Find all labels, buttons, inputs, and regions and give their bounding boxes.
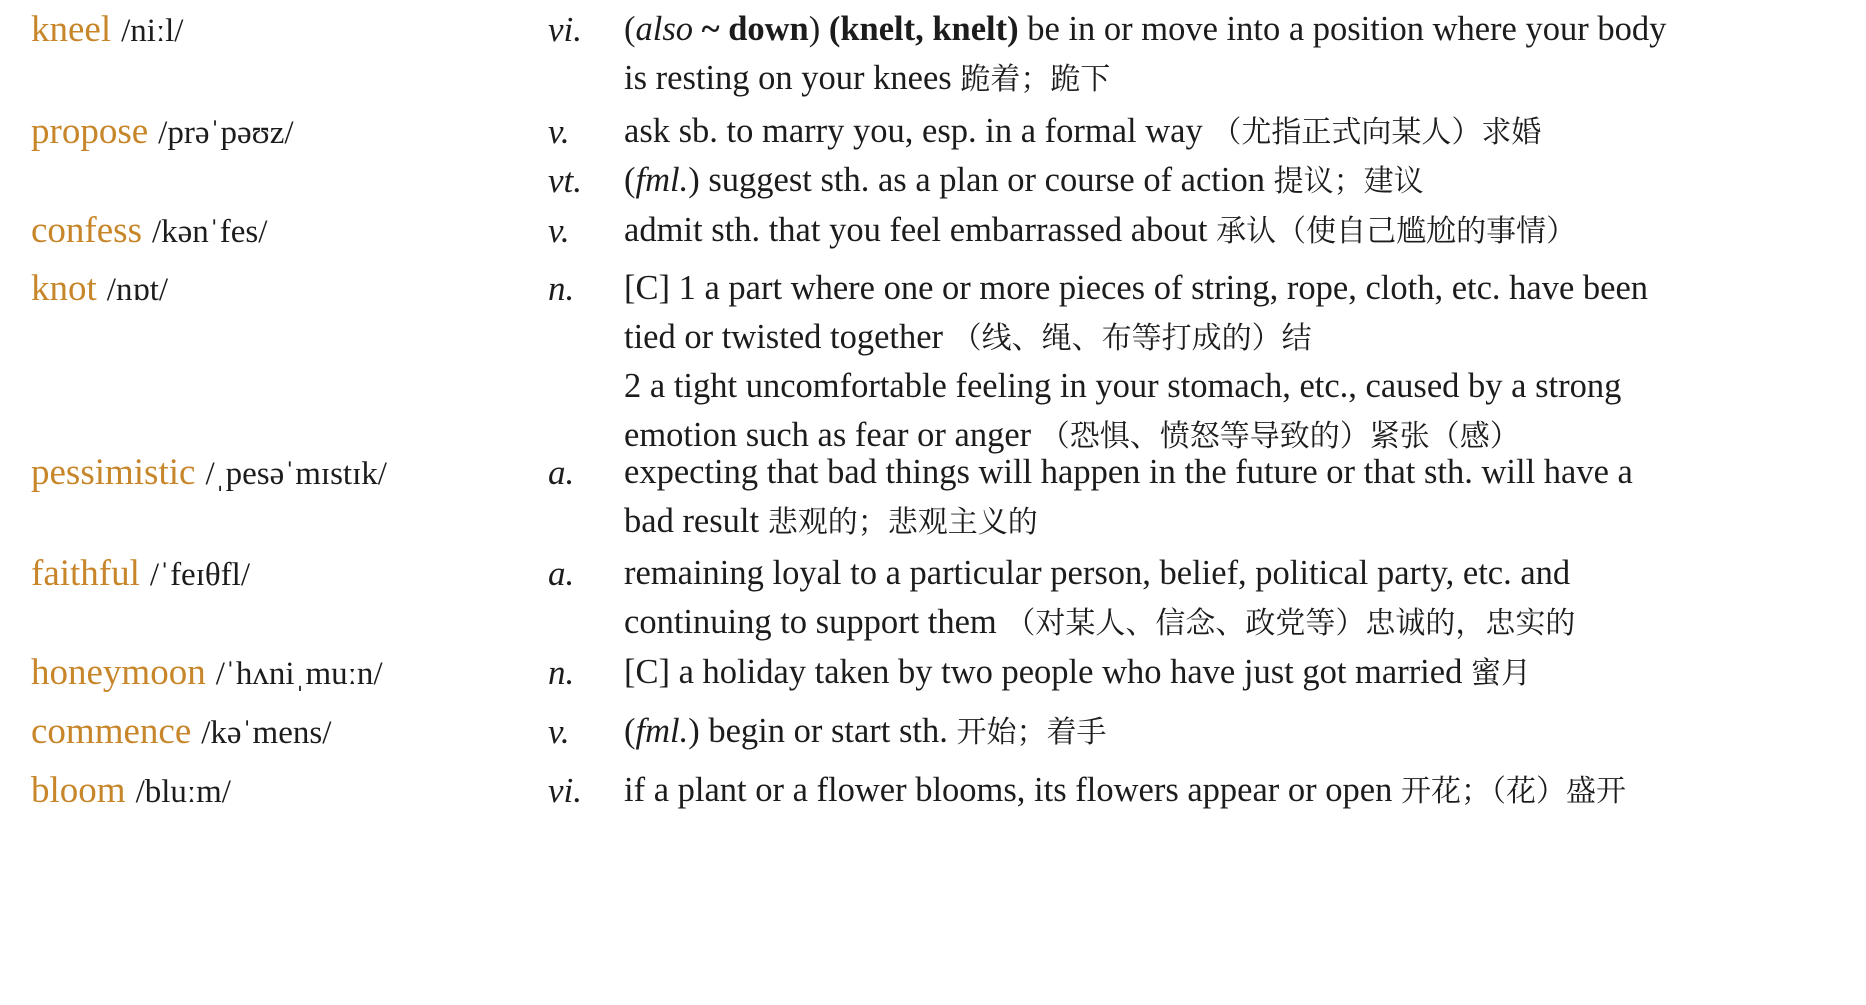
- pronunciation: /nɒt/: [106, 272, 169, 308]
- definition-text: [693, 10, 702, 48]
- definition-line: [624, 707, 1849, 756]
- part-of-speech: vi.: [548, 771, 583, 810]
- grammar-note: ~ down: [701, 10, 809, 48]
- definition-text: [C] a holiday taken by two people who have just got married: [624, 653, 1471, 691]
- definition: [624, 264, 1849, 460]
- definition-line: [624, 448, 1849, 497]
- headword: confess: [31, 210, 142, 251]
- chinese-gloss: （对某人、信念、政党等）忠诚的，忠实的: [1005, 606, 1576, 641]
- pronunciation: /prəˈpəʊz/: [158, 115, 294, 151]
- usage-label: fml.: [635, 712, 689, 750]
- usage-label: fml.: [635, 161, 689, 199]
- definition: [624, 5, 1849, 103]
- chinese-gloss: （线、绳、布等打成的）结: [951, 321, 1312, 356]
- headword: propose: [31, 111, 149, 152]
- definition-line: [624, 107, 1849, 156]
- definition-line: [624, 206, 1849, 255]
- definition-text: remaining loyal to a particular person, belief, political party, etc. and: [624, 554, 1571, 592]
- definition: [624, 766, 1849, 815]
- definition-text: (: [624, 10, 636, 48]
- part-of-speech: v.: [548, 211, 570, 250]
- definition-text: [C] 1 a part where one or more pieces of string, rope, cloth, etc. have been: [624, 269, 1649, 307]
- chinese-gloss: （尤指正式向某人）求婚: [1211, 115, 1542, 150]
- chinese-gloss: 开始；着手: [956, 715, 1107, 750]
- definition-line: [624, 549, 1849, 598]
- definition-text: ): [808, 10, 829, 48]
- chinese-gloss: 悲观的；悲观主义的: [767, 505, 1038, 540]
- part-of-speech: a.: [548, 554, 575, 593]
- entry-headword-group: [31, 766, 231, 817]
- entry-headword-group: [31, 448, 387, 499]
- definition-line: [624, 54, 1849, 103]
- definition-text: if a plant or a flower blooms, its flowers appear or open: [624, 771, 1401, 809]
- definition-line: [624, 766, 1849, 815]
- chinese-gloss: 蜜月: [1470, 656, 1531, 691]
- definition-text: is resting on your knees: [624, 59, 961, 97]
- part-of-speech: v.: [548, 112, 570, 151]
- chinese-gloss: （恐惧、愤怒等导致的）紧张（感）: [1039, 419, 1520, 454]
- headword: honeymoon: [31, 652, 206, 693]
- definition-text: admit sth. that you feel embarrassed about: [624, 211, 1217, 249]
- definition-text: ) begin or start sth.: [688, 712, 957, 750]
- definition: [624, 707, 1849, 756]
- definition-text: emotion such as fear or anger: [624, 416, 1040, 454]
- chinese-gloss: 承认（使自己尴尬的事情）: [1216, 214, 1577, 249]
- definition-text: 2 a tight uncomfortable feeling in your stomach, etc., caused by a strong: [624, 367, 1622, 405]
- definition-line: [624, 648, 1849, 697]
- chinese-gloss: 提议；建议: [1273, 164, 1424, 199]
- definition: [624, 206, 1849, 255]
- pronunciation: /ˈfeɪθfl/: [149, 557, 251, 593]
- definition-text: be in or move into a position where your body: [1018, 10, 1667, 48]
- definition-text: bad result: [624, 502, 768, 540]
- entry-headword-group: [31, 107, 294, 158]
- definition-line: [624, 156, 1849, 205]
- headword: pessimistic: [31, 452, 196, 493]
- headword: knot: [31, 268, 97, 309]
- headword: faithful: [31, 553, 140, 594]
- part-of-speech: n.: [548, 653, 575, 692]
- entry-headword-group: [31, 648, 383, 699]
- definition: [624, 448, 1849, 546]
- entry-headword-group: [31, 206, 267, 257]
- definition: [624, 648, 1849, 697]
- pronunciation: /ˌpesəˈmɪstɪk/: [205, 456, 387, 492]
- entry-headword-group: [31, 264, 168, 315]
- part-of-speech: a.: [548, 453, 575, 492]
- headword: kneel: [31, 9, 112, 50]
- definition: [624, 549, 1849, 647]
- chinese-gloss: 跪着；跪下: [960, 62, 1111, 97]
- definition: [624, 107, 1849, 156]
- definition-text: ask sb. to marry you, esp. in a formal way: [624, 112, 1212, 150]
- entry-headword-group: [31, 5, 183, 56]
- part-of-speech: vi.: [548, 10, 583, 49]
- definition-line: [624, 5, 1849, 54]
- definition-text: (: [624, 712, 636, 750]
- definition-line: [624, 313, 1849, 362]
- pronunciation: /bluːm/: [135, 774, 231, 810]
- entry-headword-group: [31, 707, 331, 758]
- definition-line: [624, 264, 1849, 313]
- definition-text: ) suggest sth. as a plan or course of action: [688, 161, 1274, 199]
- part-of-speech: v.: [548, 712, 570, 751]
- definition-text: expecting that bad things will happen in the future or that sth. will have a: [624, 453, 1633, 491]
- definition-text: continuing to support them: [624, 603, 1006, 641]
- part-of-speech: vt.: [548, 161, 583, 200]
- chinese-gloss: 开花；（花）盛开: [1400, 774, 1626, 809]
- headword: bloom: [31, 770, 126, 811]
- definition-line: [624, 497, 1849, 546]
- usage-label: also: [635, 10, 694, 48]
- definition-line: [624, 362, 1849, 411]
- definition: [624, 156, 1849, 205]
- pronunciation: /kəˈmens/: [201, 715, 332, 751]
- definition-text: tied or twisted together: [624, 318, 952, 356]
- grammar-note: (knelt, knelt): [828, 10, 1019, 48]
- entry-headword-group: [31, 549, 250, 600]
- part-of-speech: n.: [548, 269, 575, 308]
- pronunciation: /kənˈfes/: [151, 214, 268, 250]
- headword: commence: [31, 711, 192, 752]
- definition-line: [624, 598, 1849, 647]
- pronunciation: /ˈhʌniˌmuːn/: [215, 656, 383, 692]
- pronunciation: /niːl/: [121, 13, 184, 49]
- definition-text: (: [624, 161, 636, 199]
